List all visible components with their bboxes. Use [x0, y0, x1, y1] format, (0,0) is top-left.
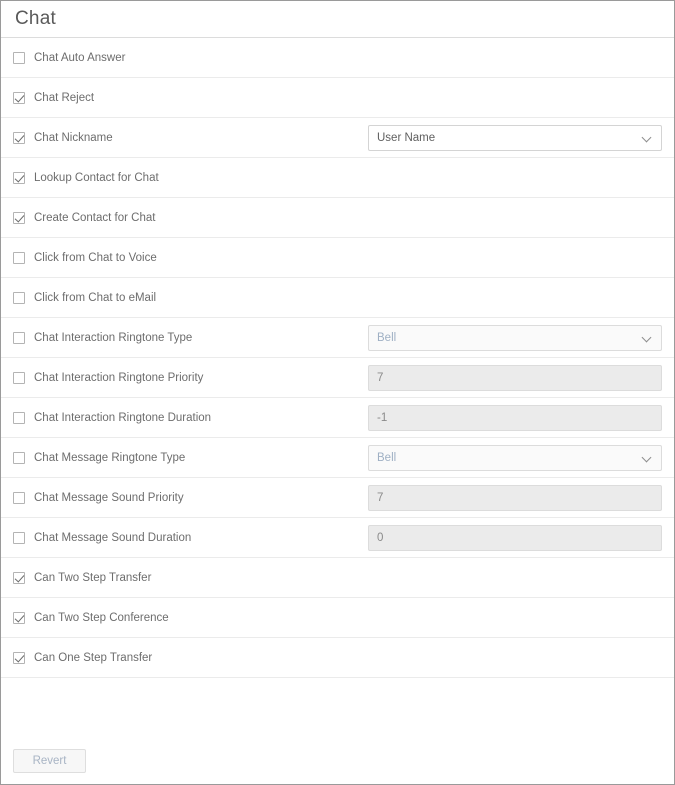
- page-title: Chat: [15, 8, 56, 29]
- setting-label: Chat Nickname: [34, 131, 113, 144]
- setting-label: Chat Message Sound Priority: [34, 491, 184, 504]
- input-chat-interaction-ringtone-duration: [368, 405, 662, 431]
- panel-header: [1, 1, 674, 38]
- setting-row: [1, 518, 674, 558]
- setting-label: Chat Interaction Ringtone Duration: [34, 411, 212, 424]
- setting-label-group: [13, 92, 368, 104]
- setting-label: Chat Auto Answer: [34, 51, 126, 64]
- checkbox-lookup-contact-for-chat[interactable]: [13, 172, 25, 184]
- field-value: 0: [377, 531, 384, 544]
- setting-row: [1, 198, 674, 238]
- setting-label-group: [13, 412, 368, 424]
- checkbox-click-from-chat-to-email[interactable]: [13, 292, 25, 304]
- panel-footer: [1, 737, 674, 784]
- chevron-down-icon: [643, 133, 653, 143]
- setting-row: [1, 478, 674, 518]
- setting-row: [1, 78, 674, 118]
- field-value: 7: [377, 491, 384, 504]
- setting-row: [1, 158, 674, 198]
- checkbox-create-contact-for-chat[interactable]: [13, 212, 25, 224]
- setting-row: [1, 238, 674, 278]
- setting-label: Click from Chat to eMail: [34, 291, 157, 304]
- setting-label: Chat Interaction Ringtone Type: [34, 331, 193, 344]
- chevron-down-icon: [643, 453, 653, 463]
- setting-label: Lookup Contact for Chat: [34, 171, 159, 184]
- chevron-down-icon: [643, 333, 653, 343]
- checkbox-chat-interaction-ringtone-duration[interactable]: [13, 412, 25, 424]
- setting-label: Chat Message Ringtone Type: [34, 451, 186, 464]
- checkbox-chat-message-sound-duration[interactable]: [13, 532, 25, 544]
- field-value: -1: [377, 411, 388, 424]
- setting-label: Chat Message Sound Duration: [34, 531, 192, 544]
- checkbox-chat-message-ringtone-type[interactable]: [13, 452, 25, 464]
- setting-row: [1, 598, 674, 638]
- setting-label-group: [13, 372, 368, 384]
- setting-label-group: [13, 52, 368, 64]
- setting-row: [1, 278, 674, 318]
- setting-label: Can Two Step Conference: [34, 611, 169, 624]
- setting-label-group: [13, 532, 368, 544]
- input-chat-interaction-ringtone-priority: [368, 365, 662, 391]
- setting-label-group: [13, 652, 368, 664]
- setting-label-group: [13, 212, 368, 224]
- checkbox-chat-message-sound-priority[interactable]: [13, 492, 25, 504]
- setting-label: Chat Interaction Ringtone Priority: [34, 371, 204, 384]
- checkbox-chat-nickname[interactable]: [13, 132, 25, 144]
- setting-row: [1, 438, 674, 478]
- input-chat-message-sound-priority: [368, 485, 662, 511]
- revert-button[interactable]: Revert: [13, 749, 86, 773]
- setting-row: [1, 318, 674, 358]
- checkbox-can-one-step-transfer[interactable]: [13, 652, 25, 664]
- dropdown-chat-message-ringtone-type: [368, 445, 662, 471]
- setting-label-group: [13, 572, 368, 584]
- dropdown-chat-interaction-ringtone-type: [368, 325, 662, 351]
- checkbox-chat-interaction-ringtone-type[interactable]: [13, 332, 25, 344]
- field-value: 7: [377, 371, 384, 384]
- input-chat-message-sound-duration: [368, 525, 662, 551]
- setting-label: Create Contact for Chat: [34, 211, 156, 224]
- setting-label-group: [13, 492, 368, 504]
- setting-label: Click from Chat to Voice: [34, 251, 157, 264]
- setting-label-group: [13, 172, 368, 184]
- setting-row: [1, 558, 674, 598]
- setting-label: Can One Step Transfer: [34, 651, 153, 664]
- setting-row: [1, 358, 674, 398]
- checkbox-chat-auto-answer[interactable]: [13, 52, 25, 64]
- setting-label-group: [13, 452, 368, 464]
- setting-label-group: [13, 292, 368, 304]
- setting-label-group: [13, 252, 368, 264]
- setting-row: [1, 118, 674, 158]
- setting-label: Can Two Step Transfer: [34, 571, 152, 584]
- checkbox-chat-reject[interactable]: [13, 92, 25, 104]
- setting-row: [1, 38, 674, 78]
- checkbox-chat-interaction-ringtone-priority[interactable]: [13, 372, 25, 384]
- setting-row: [1, 638, 674, 678]
- settings-list: [1, 38, 674, 737]
- setting-label: Chat Reject: [34, 91, 95, 104]
- setting-row: [1, 398, 674, 438]
- field-value: Bell: [377, 451, 397, 464]
- dropdown-chat-nickname[interactable]: [368, 125, 662, 151]
- checkbox-click-from-chat-to-voice[interactable]: [13, 252, 25, 264]
- setting-label-group: [13, 332, 368, 344]
- checkbox-can-two-step-transfer[interactable]: [13, 572, 25, 584]
- setting-label-group: [13, 612, 368, 624]
- field-value: User Name: [377, 131, 436, 144]
- setting-label-group: [13, 132, 368, 144]
- checkbox-can-two-step-conference[interactable]: [13, 612, 25, 624]
- field-value: Bell: [377, 331, 397, 344]
